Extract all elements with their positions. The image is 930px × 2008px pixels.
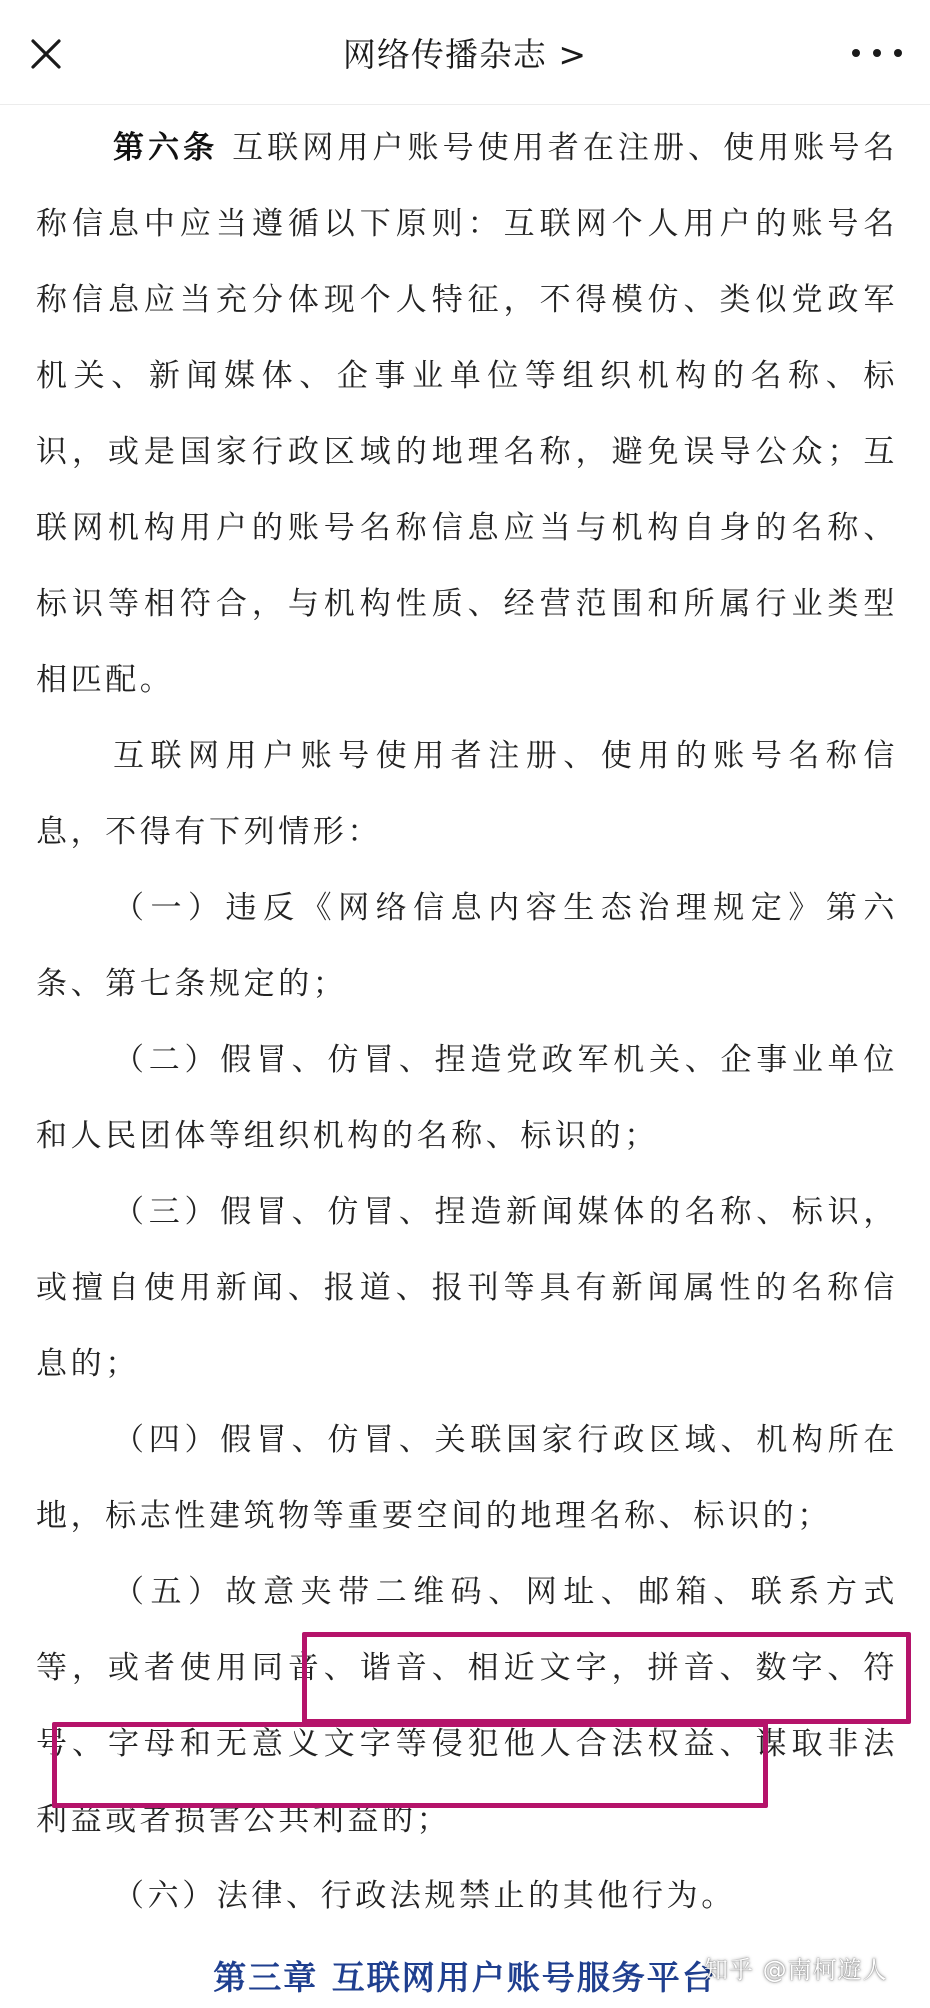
item-4: （四）假冒、仿冒、关联国家行政区域、机构所在地，标志性建筑物等重要空间的地理名称、标识的； [36, 1422, 898, 1534]
highlight-box-bottom [52, 1722, 768, 1808]
watermark: 知乎 @南柯遊人 [704, 1956, 888, 1984]
chapter-heading: 第三章 互联网用户账号服务平台 [213, 1958, 717, 1997]
close-button[interactable] [20, 24, 72, 80]
prohibitions-intro: 互联网用户账号使用者注册、使用的账号名称信息，不得有下列情形： [36, 738, 898, 850]
close-icon [30, 38, 62, 70]
account-title-link[interactable] [343, 29, 587, 76]
article-6-heading: 第六条 [113, 130, 219, 166]
more-options-button[interactable] [842, 28, 912, 76]
article-6-text: 互联网用户账号使用者在注册、使用账号名称信息中应当遵循以下原则：互联网个人用户的账号名称信息应当充分体现个人特征，不得模仿、类似党政军机关、新闻媒体、企事业单位等组织机构的名称、标识，或是国家行政区域的地理名称，避免误导公众；互联网机构用户的账号名称信息应当与机构自身的名称、标识等相符合，与机构性质、经营范围和所属行业类型相匹配。 [36, 130, 898, 698]
article-6-paragraph [36, 110, 898, 718]
item-3: （三）假冒、仿冒、捏造新闻媒体的名称、标识，或擅自使用新闻、报道、报刊等具有新闻属性的名称信息的； [36, 1194, 898, 1382]
item-5: （五）故意夹带二维码、网址、邮箱、联系方式等，或者使用同音、谐音、相近文字，拼音、数字、符号、字母和无意义文字等侵犯他人合法权益、谋取非法利益或者损害公共利益的； [36, 1574, 898, 1838]
item-6: （六）法律、行政法规禁止的其他行为。 [113, 1878, 736, 1914]
highlight-box-top [302, 1632, 911, 1724]
item-2: （二）假冒、仿冒、捏造党政军机关、企事业单位和人民团体等组织机构的名称、标识的； [36, 1042, 898, 1154]
account-title: 网络传播杂志 > [342, 34, 588, 74]
item-1: （一）违反《网络信息内容生态治理规定》第六条、第七条规定的； [36, 890, 898, 1002]
more-icon [852, 49, 860, 57]
top-navigation-bar [0, 0, 930, 105]
